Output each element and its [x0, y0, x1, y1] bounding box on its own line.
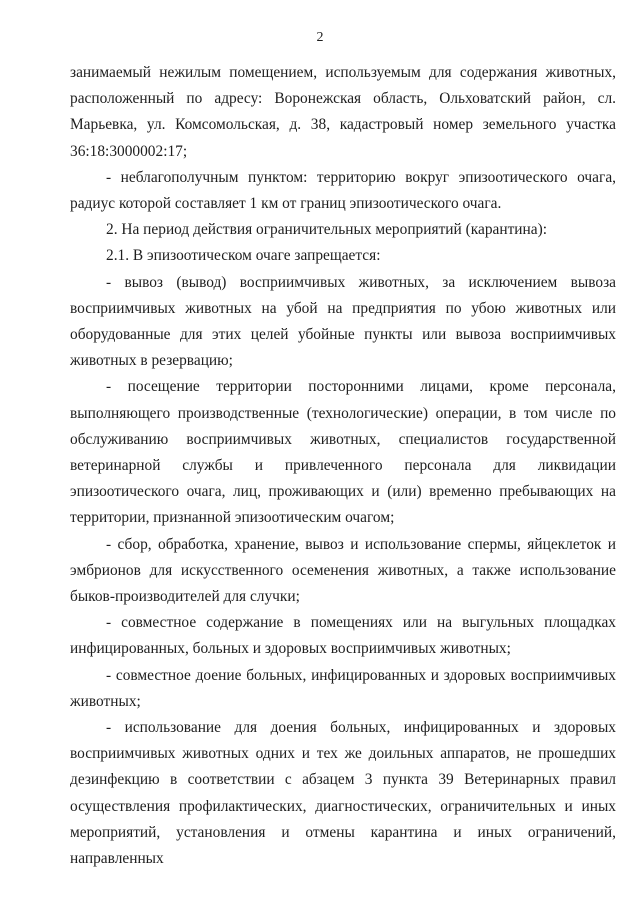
paragraph-visitor-restriction: - посещение территории посторонними лицами, кроме персонала, выполняющего производственные (технологические) операции, в том числе по обслуживанию восприимчивых животных, специалистов государственной ветеринарной службы и привлеченного персонала для ликвидации эпизоотического очага, лиц, проживающих и (или) временно пребывающих на территории, признанной эпизоотическим очагом;: [70, 378, 616, 527]
paragraph-section-2-1-heading: 2.1. В эпизоотическом очаге запрещается:: [106, 247, 381, 265]
paragraph-unfavorable-point: - неблагополучным пунктом: территорию вокруг эпизоотического очага, радиус которой составляет 1 км от границ эпизоотического очага.: [70, 168, 616, 213]
page-number: 2: [316, 30, 324, 45]
paragraph-continued-address: занимаемый нежилым помещением, используемым для содержания животных, расположенный по адресу: Воронежская область, Ольховатский район, сл. Марьевка, ул. Комсомольская, д. 38, кадастровый номер земельного участка 36:18:3000002:17;: [70, 64, 616, 160]
paragraph-animal-removal: - вывоз (вывод) восприимчивых животных, за исключением вывоза восприимчивых животных на убой на предприятия по убою животных или оборудованные для этих целей убойные пункты или вывоза восприимчивых животных в резервацию;: [70, 273, 616, 370]
document-body: [70, 60, 616, 872]
paragraph-milking-equipment: - использование для доения больных, инфицированных и здоровых восприимчивых животных одних и тех же доильных аппаратов, не прошедших дезинфекцию в соответствии с абзацем 3 пункта 39 Ветеринарных правил осуществления профилактических, диагностических, ограничительных и иных мероприятий, установления и отмены карантина и иных ограничений, направленных: [70, 719, 616, 868]
paragraph-section-2-heading: 2. На период действия ограничительных мероприятий (карантина):: [106, 221, 548, 239]
paragraph-joint-housing: - совместное содержание в помещениях или на выгульных площадках инфицированных, больных и здоровых восприимчивых животных;: [70, 614, 616, 658]
paragraph-sperm-collection: - сбор, обработка, хранение, вывоз и использование спермы, яйцеклеток и эмбрионов для искусственного осеменения животных, а также использование быков-производителей для случки;: [70, 535, 616, 606]
paragraph-joint-milking: - совместное доение больных, инфицированных и здоровых восприимчивых животных;: [70, 666, 616, 710]
